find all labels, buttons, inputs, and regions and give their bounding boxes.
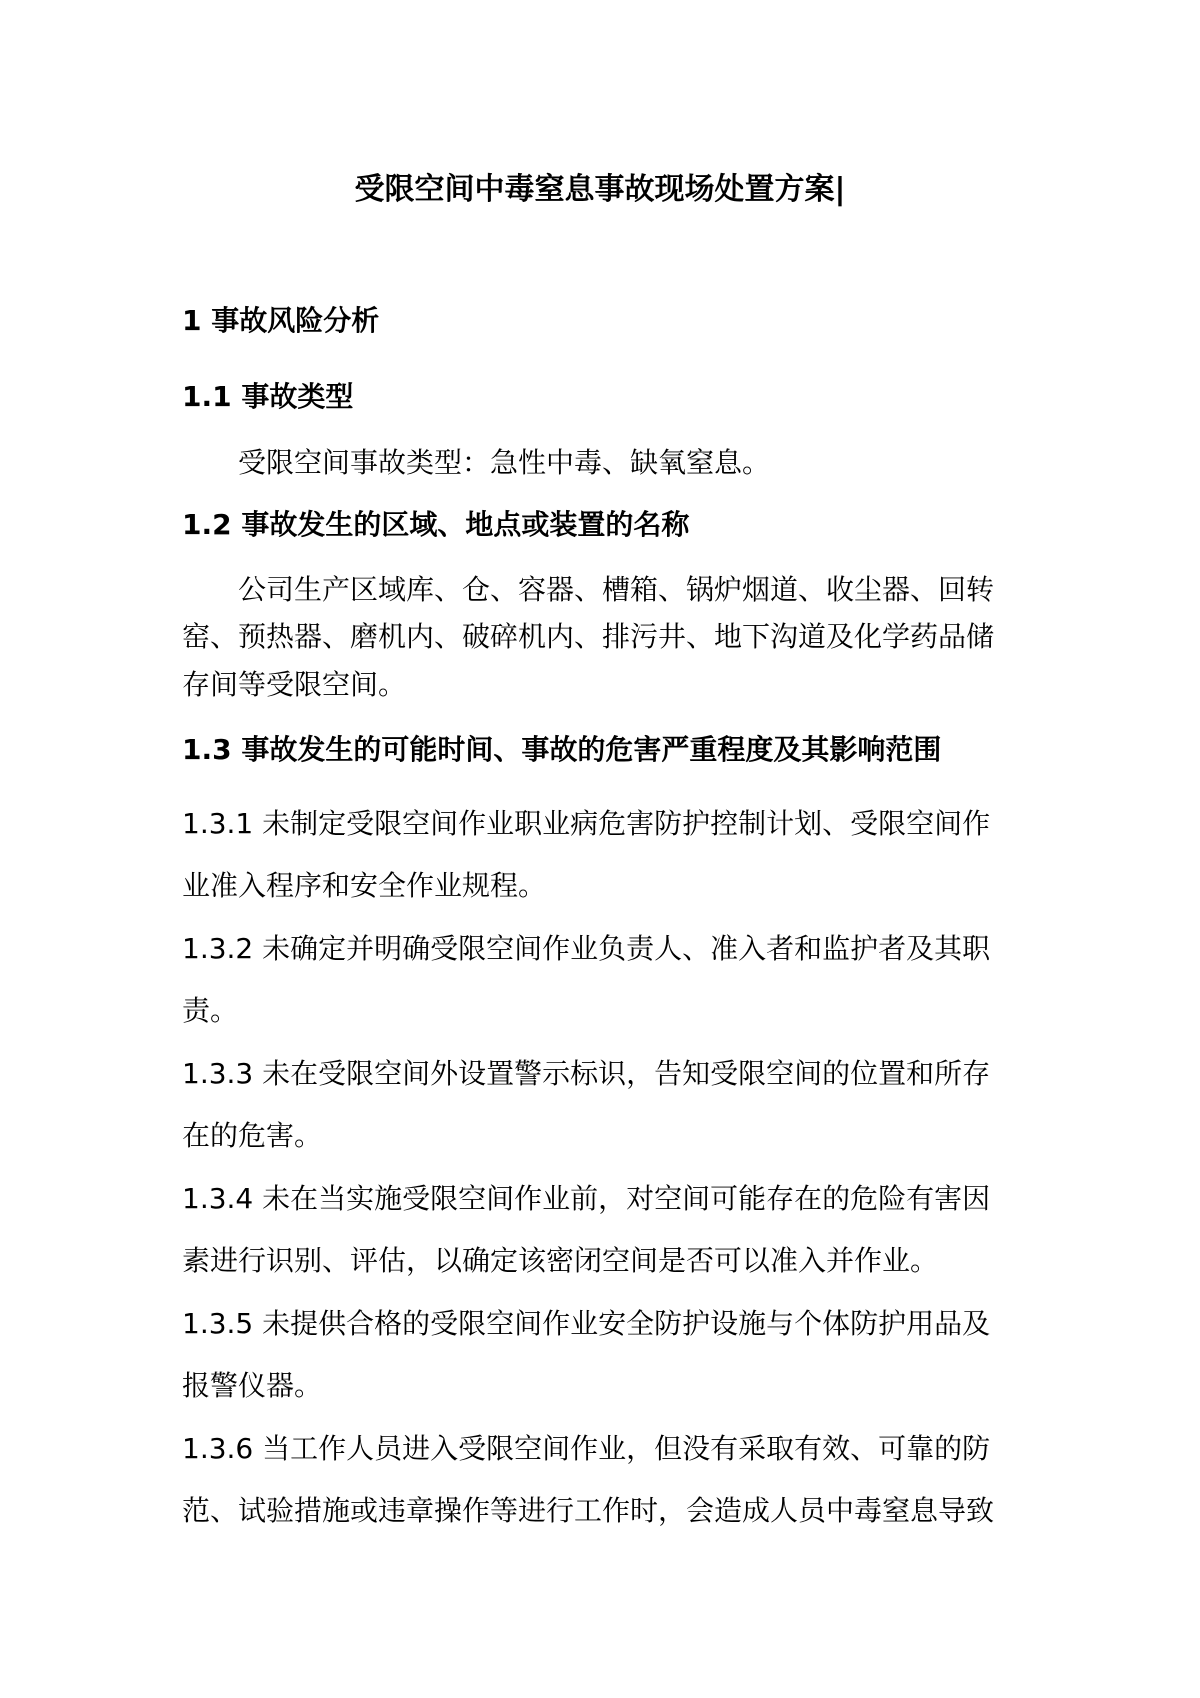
- section-heading-1: 1 事故风险分析: [182, 304, 380, 337]
- list-item-line: 1.3.3 未在受限空间外设置警示标识，告知受限空间的位置和所存: [182, 1057, 991, 1090]
- list-item-line: 1.3.2 未确定并明确受限空间作业负责人、准入者和监护者及其职: [182, 932, 991, 965]
- paragraph-1-2-line: 公司生产区域库、仓、容器、槽箱、锅炉烟道、收尘器、回转: [238, 573, 995, 606]
- list-item-line: 报警仪器。: [182, 1369, 323, 1402]
- paragraph-1-1: 受限空间事故类型：急性中毒、缺氧窒息。: [238, 446, 771, 479]
- document-title: 受限空间中毒窒息事故现场处置方案|: [354, 172, 846, 207]
- list-item-line: 业准入程序和安全作业规程。: [182, 869, 547, 902]
- list-item-line: 素进行识别、评估，以确定该密闭空间是否可以准入并作业。: [182, 1244, 939, 1277]
- list-item-line: 责。: [182, 994, 239, 1027]
- list-item-line: 1.3.1 未制定受限空间作业职业病危害防护控制计划、受限空间作: [182, 807, 991, 840]
- subsection-heading-1-3: 1.3 事故发生的可能时间、事故的危害严重程度及其影响范围: [182, 733, 942, 766]
- list-item-line: 范、试验措施或违章操作等进行工作时，会造成人员中毒窒息导致: [182, 1494, 995, 1527]
- list-item-line: 在的危害。: [182, 1119, 323, 1152]
- paragraph-1-2-line: 存间等受限空间。: [182, 668, 407, 701]
- list-item-line: 1.3.4 未在当实施受限空间作业前，对空间可能存在的危险有害因: [182, 1182, 991, 1215]
- paragraph-1-2-line: 窑、预热器、磨机内、破碎机内、排污井、地下沟道及化学药品储: [182, 620, 995, 653]
- list-item-line: 1.3.6 当工作人员进入受限空间作业，但没有采取有效、可靠的防: [182, 1432, 991, 1465]
- subsection-heading-1-1: 1.1 事故类型: [182, 380, 354, 413]
- list-item-line: 1.3.5 未提供合格的受限空间作业安全防护设施与个体防护用品及: [182, 1307, 991, 1340]
- subsection-heading-1-2: 1.2 事故发生的区域、地点或装置的名称: [182, 508, 690, 541]
